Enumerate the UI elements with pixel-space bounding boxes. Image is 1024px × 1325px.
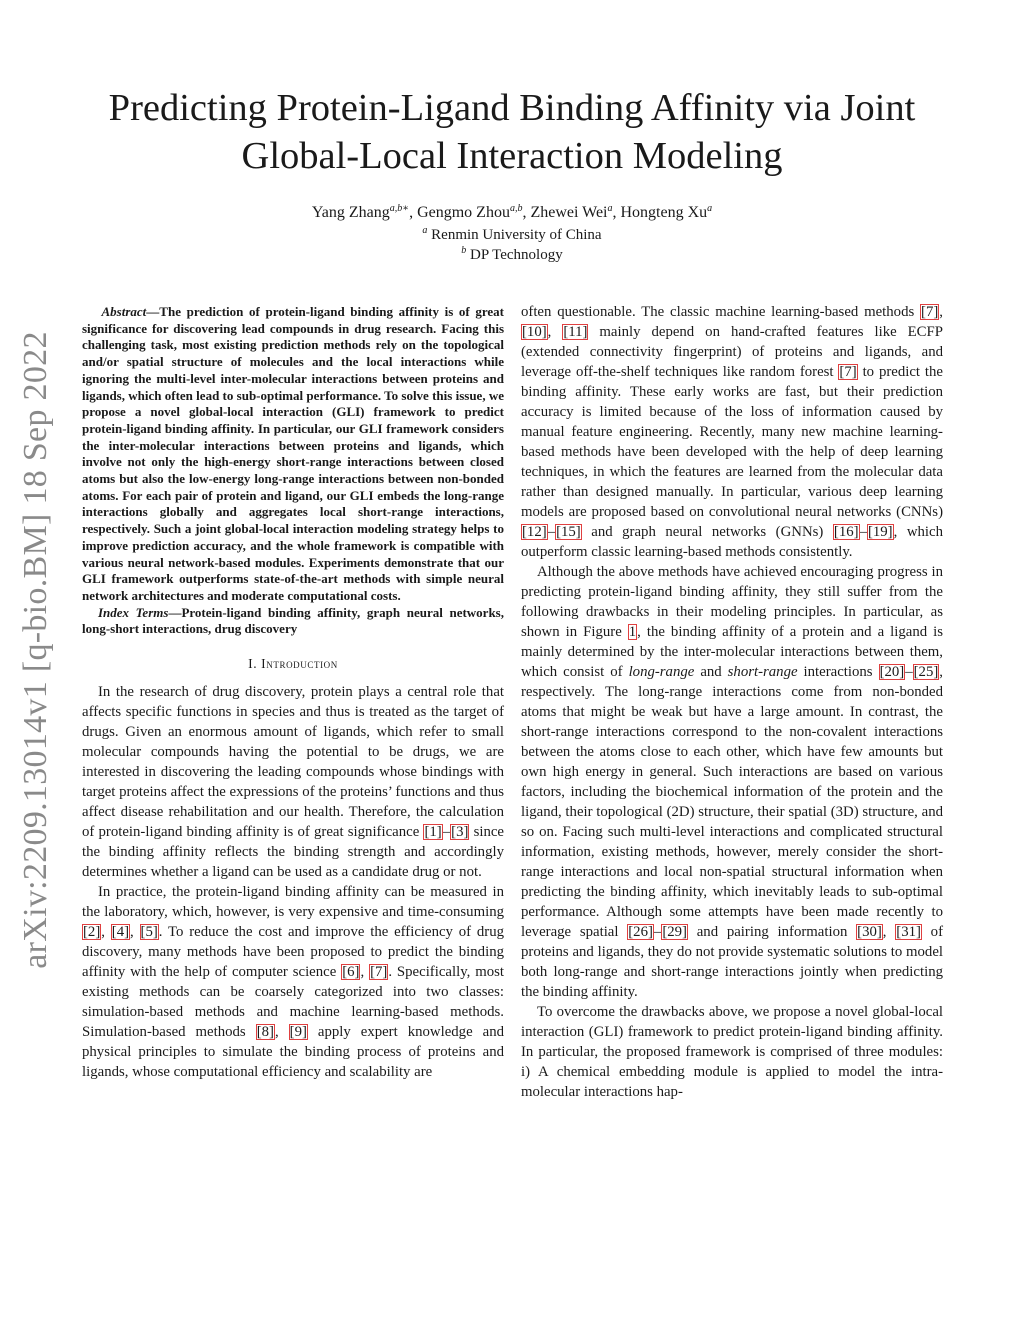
text-run: apply expert knowledge and physical principles to simulate the binding process of proteins and ligands, whose computational efficiency and scalability are: [82, 1024, 504, 1081]
arxiv-identifier: arXiv:2209.13014v1 [q-bio.BM] 18 Sep 2022: [17, 331, 54, 969]
affiliation: $^b$ DP Technology: [461, 245, 563, 263]
text-run: ,: [547, 324, 563, 340]
paragraph: [521, 1002, 943, 1102]
author-list: Yang Zhang$^{a,b∗}$, Gengmo Zhou$^{a,b}$, Zhewei Wei$^a$, Hongteng Xu$^a$: [311, 203, 713, 221]
section-title: Introduction: [261, 656, 338, 672]
author-name: Gengmo Zhou: [417, 204, 510, 221]
citation-link[interactable]: [16]: [833, 524, 859, 540]
text-run: interactions: [797, 664, 879, 680]
text-run: , the binding affinity of a protein and a ligand is mainly determined by the inter-molecular interactions between them, which consist of: [521, 624, 943, 680]
text-run: –: [859, 524, 867, 540]
left-column: [82, 304, 504, 1082]
text-run: and pairing information: [687, 924, 857, 940]
text-run: and: [694, 664, 728, 680]
paragraph: [82, 882, 504, 1082]
citation-link[interactable]: [29]: [662, 924, 687, 940]
citation-link[interactable]: [9]: [289, 1024, 307, 1041]
citation-link[interactable]: [7]: [839, 364, 857, 380]
text-run: ,: [130, 924, 140, 941]
citation-link[interactable]: [25]: [913, 664, 939, 680]
text-run: In practice, the protein-ligand binding affinity can be measured in the laboratory, which, however, is very expensive and time-consuming: [82, 884, 504, 921]
citation-link[interactable]: [10]: [522, 324, 547, 340]
affiliations: [60, 225, 964, 265]
text-run: . To reduce the cost and improve the efficiency of drug discovery, many methods have been proposed to predict the binding affinity with the help of computer science: [82, 924, 504, 981]
text-run: . Specifically, most existing methods can be coarsely categorized into two classes: simulation-based methods and machine learning-based methods. Simulation-based methods: [82, 964, 505, 1041]
paragraph: [521, 562, 943, 1002]
text-run: , which outperform classic learning-based methods consistently.: [521, 524, 944, 560]
emphasis-text: short-range: [727, 664, 798, 680]
citation-link[interactable]: [6]: [342, 964, 360, 981]
section-heading: [82, 656, 504, 672]
text-run: often questionable. The classic machine learning-based methods: [521, 304, 921, 320]
citation-link[interactable]: [4]: [111, 924, 130, 941]
author-sup: a,b: [509, 203, 523, 214]
text-run: since the binding affinity reflects the binding strength and accordingly determines whether a ligand can be used as a candidate drug or not.: [82, 824, 505, 881]
author-name: Zhewei Wei: [530, 204, 608, 221]
author-sup: a: [707, 203, 713, 214]
text-run: –: [547, 524, 556, 540]
citation-link[interactable]: [20]: [879, 664, 905, 680]
citation-link[interactable]: [7]: [370, 964, 388, 981]
text-run: –: [905, 664, 913, 680]
text-run: and graph neural networks (GNNs): [581, 524, 833, 540]
citation-link[interactable]: [12]: [522, 524, 547, 540]
affiliation: $^a$ Renmin University of China: [422, 225, 602, 243]
citation-link[interactable]: [11]: [563, 324, 588, 340]
index-terms: [82, 605, 504, 638]
citation-link[interactable]: [26]: [628, 924, 653, 940]
text-run: to predict the binding affinity. These early works are fast, but their prediction accuracy is limited because of the loss of information caused by manual feature engineering. Recently, many new machine learning-based methods have been developed with the help of deep learning techniques, in which the features are learned from the molecular data rather than designed manually. In particular, various deep learning models are proposed based on convolutional neural networks (CNNs): [521, 364, 943, 520]
index-terms-label: Index Terms: [98, 604, 169, 620]
section-number: I.: [248, 656, 258, 672]
title-line: Global-Local Interaction Modeling: [241, 135, 783, 177]
right-column: [521, 302, 943, 1102]
emphasis-text: long-range: [628, 664, 695, 680]
citation-link[interactable]: [3]: [451, 824, 469, 841]
citation-link[interactable]: [31]: [896, 924, 921, 940]
text-run: ,: [360, 964, 370, 981]
abstract-text: —The prediction of protein-ligand binding affinity is of great significance for discovering lead compounds in drug research. Facing this challenging task, most existing prediction methods rely on the topological and/or spatial structure of molecules and the local interactions while ignoring the multi-level inter-molecular interactions between proteins and ligands, which often lead to sub-optimal performance. To solve this issue, we propose a novel global-local interaction (GLI) framework to predict protein-ligand binding affinity. In particular, our GLI framework considers the inter-molecular interactions between proteins and ligands, which involve not only the high-energy short-range interactions between closed atoms but also the low-energy long-range interactions between non-bonded atoms. For each pair of protein and ligand, our GLI embeds the long-range interactions globally and aggregates local short-range interactions, respectively. Such a joint global-local interaction modeling strategy helps to improve prediction accuracy, and the whole framework is compatible with various neural network-based modules. Experiments demonstrate that our GLI framework outperforms state-of-the-art methods with simple neural network architectures and moderate computational costs.: [82, 304, 504, 603]
citation-link[interactable]: [15]: [556, 524, 581, 540]
author-name: Yang Zhang: [311, 204, 390, 221]
text-run: In the research of drug discovery, protein plays a central role that affects specific functions in species and thus is treated as the target of drugs. Given an enormous amount of ligands, which refer to small molecular compounds having the potential to be drugs, we are interested in discovering the leading compounds whose bindings with target proteins affect the expressions of the proteins’ functions and thus affect disease rehabilitation and our health. Therefore, the calculation of protein-ligand binding affinity is of great significance: [82, 684, 504, 841]
text-run: –: [442, 824, 451, 841]
abstract-label: Abstract: [101, 304, 147, 319]
text-run: To overcome the drawbacks above, we propose a novel global-local interaction (GLI) framework to predict protein-ligand binding affinity. In particular, the proposed framework is comprised of three modules: i) A chemical embedding module is applied to model the intra-molecular interactions hap-: [521, 1004, 943, 1100]
text-run: ,: [101, 924, 111, 941]
text-run: ,: [939, 304, 943, 320]
text-run: , respectively. The long-range interactions come from non-bonded atoms that might be weak but have a large amount. In contrast, the short-range interactions correspond to the non-covalent interactions between the atoms close to each other, which have few amounts but own high energy in general. Such interactions are based on various factors, including the biochemical information of the protein and the ligand, their topological (2D) structure, their spatial (3D) structure, and so on. Facing such multi-level interactions and complicated structural information, existing methods, however, merely consider the short-range interactions and local non-spatial structural information when predicting the binding affinity, which inevitably leads to sub-optimal performance. Although some attempts have been made recently to leverage spatial: [521, 664, 943, 940]
author-sup: a,b∗: [389, 203, 410, 214]
citation-link[interactable]: [19]: [867, 524, 893, 540]
text-run: mainly depend on hand-crafted features like ECFP (extended connectivity fingerprint) of proteins and ligands, and leverage off-the-shelf techniques like random forest: [521, 324, 943, 380]
author-name: Hongteng Xu: [620, 204, 708, 221]
citation-link[interactable]: [30]: [857, 924, 882, 940]
paragraph: [521, 302, 943, 562]
text-run: of proteins and ligands, they do not provide systematic solutions to model both long-range and short-range interactions jointly when predicting the binding affinity.: [521, 924, 944, 1000]
citation-link[interactable]: [5]: [140, 924, 158, 941]
citation-link[interactable]: 1: [628, 624, 637, 640]
text-run: ,: [882, 924, 896, 940]
left-body: [82, 682, 504, 1082]
paper-title: [60, 84, 964, 180]
title-line: Predicting Protein-Ligand Binding Affinity via Joint: [108, 87, 916, 129]
right-body: [521, 302, 943, 1102]
citation-link[interactable]: [8]: [256, 1024, 274, 1041]
citation-link[interactable]: [7]: [921, 304, 939, 320]
citation-link[interactable]: [2]: [83, 924, 101, 941]
index-terms-text: —Protein-ligand binding affinity, graph neural networks, long-short interactions, drug discovery: [82, 604, 504, 637]
paragraph: [82, 682, 504, 882]
text-run: ,: [274, 1024, 289, 1041]
text-run: –: [653, 924, 662, 940]
text-run: Although the above methods have achieved encouraging progress in predicting protein-ligand binding affinity, they still suffer from the following drawbacks in their modeling principles. In particular, as shown in Figure: [521, 564, 943, 640]
abstract: [82, 304, 504, 605]
citation-link[interactable]: [1]: [424, 824, 442, 841]
author-sup: a: [607, 203, 613, 214]
